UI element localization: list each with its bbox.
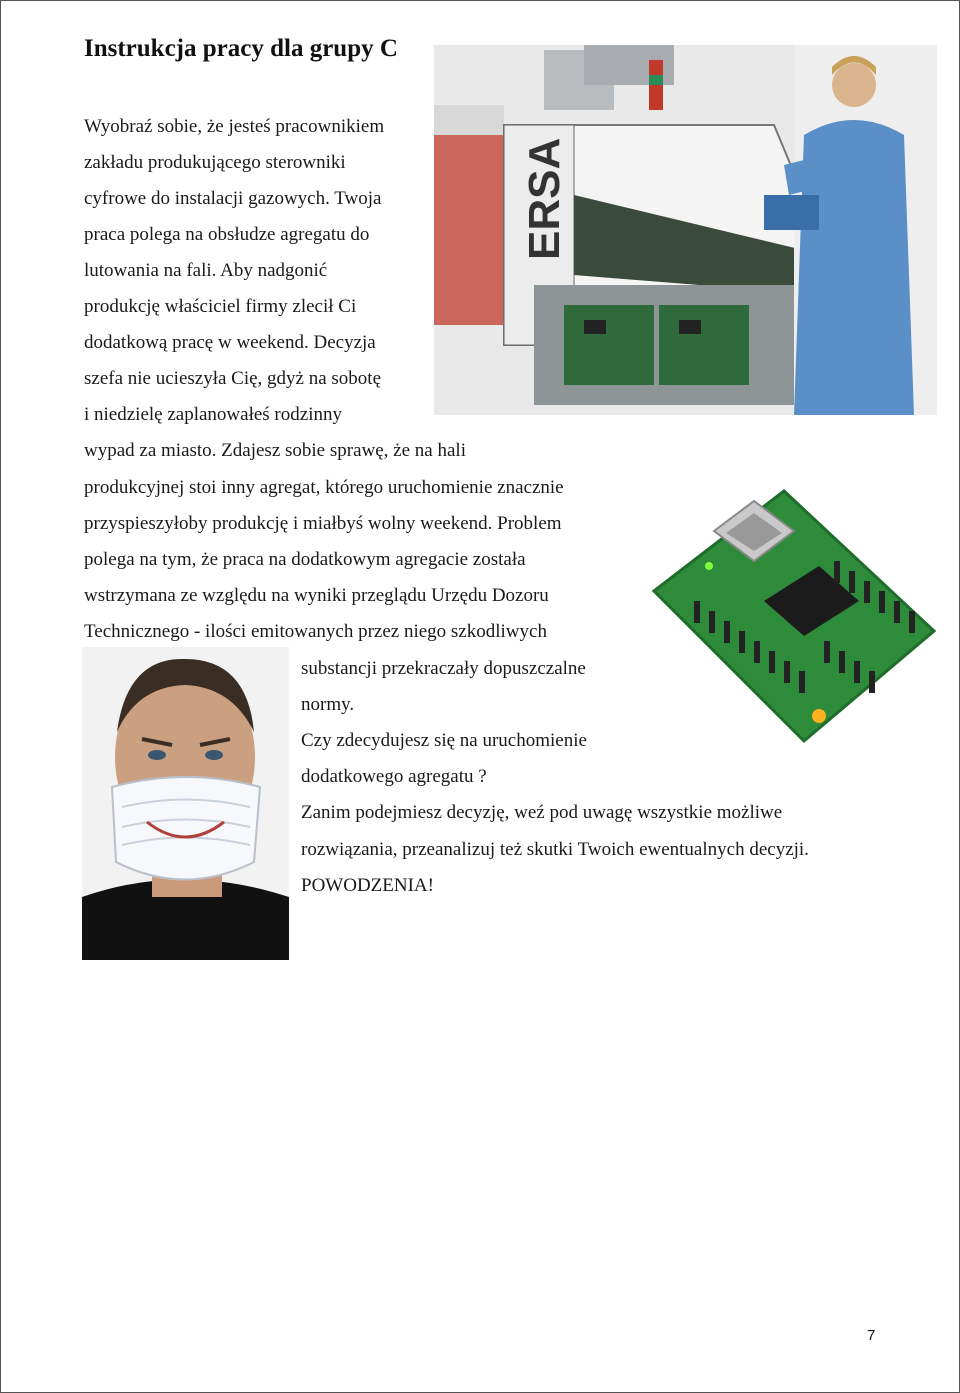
body-line: substancji przekraczały dopuszczalne bbox=[301, 658, 586, 679]
body-line: dodatkową pracę w weekend. Decyzja bbox=[84, 332, 376, 353]
body-line: dodatkowego agregatu ? bbox=[301, 766, 487, 787]
body-line: szefa nie ucieszyła Cię, gdyż na sobotę bbox=[84, 368, 382, 389]
body-line: normy. bbox=[301, 694, 355, 715]
page-title: Instrukcja pracy dla grupy C bbox=[84, 35, 398, 62]
body-line: produkcyjnej stoi inny agregat, którego uruchomienie znacznie bbox=[84, 477, 564, 498]
body-line: produkcję właściciel firmy zlecił Ci bbox=[84, 296, 357, 317]
body-line: i niedzielę zaplanowałeś rodzinny bbox=[84, 404, 342, 425]
body-line: lutowania na fali. Aby nadgonić bbox=[84, 260, 328, 281]
body-line: wypad za miasto. Zdajesz sobie sprawę, że na hali bbox=[84, 440, 466, 461]
body-line: Wyobraź sobie, że jesteś pracownikiem bbox=[84, 116, 385, 137]
body-line: zakładu produkującego sterowniki bbox=[84, 152, 346, 173]
body-line: wstrzymana ze względu na wyniki przeglądu Urzędu Dozoru bbox=[84, 585, 549, 606]
body-line: praca polega na obsłudze agregatu do bbox=[84, 224, 370, 245]
body-line: rozwiązania, przeanalizuj też skutki Twoich ewentualnych decyzji. bbox=[301, 839, 809, 860]
soldering-machine-photo bbox=[434, 45, 937, 415]
page-number: 7 bbox=[867, 1327, 876, 1344]
body-line: Technicznego - ilości emitowanych przez niego szkodliwych bbox=[84, 621, 547, 642]
body-line: cyfrowe do instalacji gazowych. Twoja bbox=[84, 188, 382, 209]
body-line: Czy zdecydujesz się na uruchomienie bbox=[301, 730, 587, 751]
closing-line: POWODZENIA! bbox=[301, 875, 434, 896]
machine-brand-label: ERSA bbox=[520, 137, 569, 260]
body-line: przyspieszyłoby produkcję i miałbyś wolny weekend. Problem bbox=[84, 513, 562, 534]
body-line: polega na tym, że praca na dodatkowym agregacie została bbox=[84, 549, 526, 570]
circuit-board-photo bbox=[634, 471, 944, 781]
masked-man-photo bbox=[82, 647, 289, 960]
body-line: Zanim podejmiesz decyzję, weź pod uwagę wszystkie możliwe bbox=[301, 802, 783, 823]
